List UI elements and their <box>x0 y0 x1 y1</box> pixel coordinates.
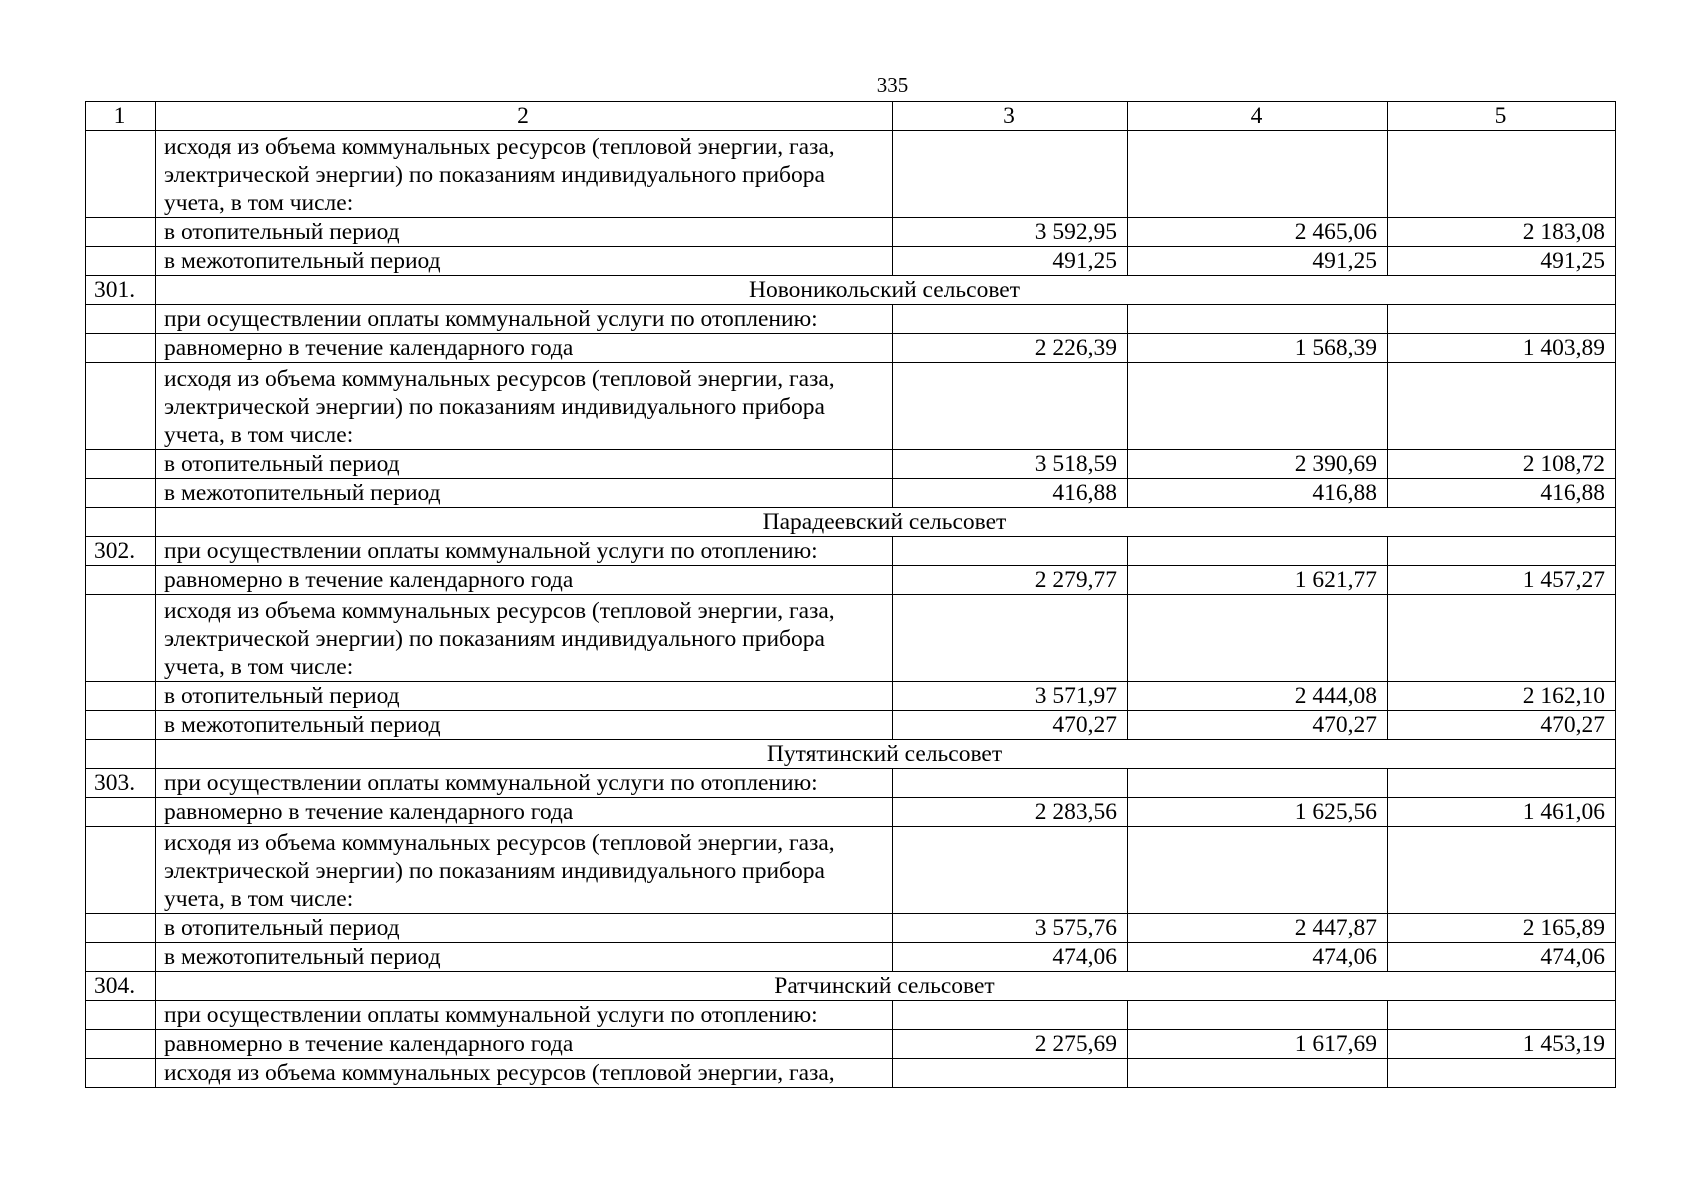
value-col-4: 2 444,08 <box>1128 682 1388 711</box>
value-col-4: 1 621,77 <box>1128 566 1388 595</box>
row-description: исходя из объема коммунальных ресурсов (тепловой энергии, газа, электрической энергии) по показаниям индивидуального прибора учета, в том числе: <box>156 131 893 218</box>
section-title: Путятинский сельсовет <box>156 740 1616 769</box>
value-col-5: 1 403,89 <box>1388 334 1616 363</box>
value-col-3: 2 283,56 <box>893 798 1128 827</box>
row-description: при осуществлении оплаты коммунальной услуги по отоплению: <box>156 305 893 334</box>
table-row <box>86 218 1616 247</box>
row-description: при осуществлении оплаты коммунальной услуги по отоплению: <box>156 769 893 798</box>
row-number <box>86 305 156 334</box>
row-number <box>86 740 156 769</box>
value-col-4: 416,88 <box>1128 479 1388 508</box>
value-col-4: 2 390,69 <box>1128 450 1388 479</box>
row-description: исходя из объема коммунальных ресурсов (тепловой энергии, газа, электрической энергии) по показаниям индивидуального прибора учета, в том числе: <box>156 827 893 914</box>
table-body <box>86 102 1616 1088</box>
section-row <box>86 972 1616 1001</box>
value-col-3 <box>893 1001 1128 1030</box>
table-row <box>86 537 1616 566</box>
row-number <box>86 827 156 914</box>
value-col-3: 416,88 <box>893 479 1128 508</box>
table-row <box>86 1001 1616 1030</box>
row-description: при осуществлении оплаты коммунальной услуги по отоплению: <box>156 537 893 566</box>
header-col-4: 4 <box>1128 102 1388 131</box>
header-col-5: 5 <box>1388 102 1616 131</box>
value-col-4 <box>1128 595 1388 682</box>
value-col-4 <box>1128 305 1388 334</box>
row-number <box>86 508 156 537</box>
row-number <box>86 595 156 682</box>
value-col-5: 2 183,08 <box>1388 218 1616 247</box>
value-col-3: 2 226,39 <box>893 334 1128 363</box>
row-number <box>86 711 156 740</box>
section-row <box>86 508 1616 537</box>
page-number: 335 <box>876 73 909 97</box>
value-col-3 <box>893 595 1128 682</box>
row-number <box>86 218 156 247</box>
value-col-3: 470,27 <box>893 711 1128 740</box>
row-number <box>86 1030 156 1059</box>
row-number <box>86 566 156 595</box>
section-row <box>86 276 1616 305</box>
row-description: равномерно в течение календарного года <box>156 566 893 595</box>
value-col-5: 2 108,72 <box>1388 450 1616 479</box>
section-title: Новоникольский сельсовет <box>156 276 1616 305</box>
table-row <box>86 334 1616 363</box>
row-number <box>86 798 156 827</box>
value-col-5 <box>1388 769 1616 798</box>
value-col-4 <box>1128 1001 1388 1030</box>
row-number: 302. <box>86 537 156 566</box>
row-number <box>86 1059 156 1088</box>
table-row <box>86 247 1616 276</box>
value-col-3: 491,25 <box>893 247 1128 276</box>
row-description: в отопительный период <box>156 450 893 479</box>
row-number: 304. <box>86 972 156 1001</box>
row-description: в межотопительный период <box>156 479 893 508</box>
value-col-3: 2 279,77 <box>893 566 1128 595</box>
tariff-table <box>85 101 1616 1088</box>
table-row <box>86 914 1616 943</box>
value-col-5 <box>1388 1059 1616 1088</box>
value-col-3 <box>893 537 1128 566</box>
row-number <box>86 450 156 479</box>
value-col-5 <box>1388 305 1616 334</box>
value-col-5: 1 457,27 <box>1388 566 1616 595</box>
table-row <box>86 305 1616 334</box>
row-description: в межотопительный период <box>156 711 893 740</box>
table-row <box>86 682 1616 711</box>
value-col-3 <box>893 305 1128 334</box>
table-row <box>86 566 1616 595</box>
value-col-4: 1 617,69 <box>1128 1030 1388 1059</box>
row-number <box>86 682 156 711</box>
row-number <box>86 1001 156 1030</box>
value-col-4: 470,27 <box>1128 711 1388 740</box>
table-row <box>86 479 1616 508</box>
value-col-4 <box>1128 537 1388 566</box>
row-description: равномерно в течение календарного года <box>156 798 893 827</box>
row-number <box>86 914 156 943</box>
value-col-4: 1 625,56 <box>1128 798 1388 827</box>
value-col-5: 2 165,89 <box>1388 914 1616 943</box>
value-col-5 <box>1388 595 1616 682</box>
value-col-5 <box>1388 131 1616 218</box>
value-col-5: 474,06 <box>1388 943 1616 972</box>
row-description: в отопительный период <box>156 682 893 711</box>
value-col-5 <box>1388 1001 1616 1030</box>
row-description: в отопительный период <box>156 914 893 943</box>
value-col-5: 2 162,10 <box>1388 682 1616 711</box>
value-col-4: 491,25 <box>1128 247 1388 276</box>
row-number <box>86 131 156 218</box>
table-row <box>86 1059 1616 1088</box>
value-col-3: 3 592,95 <box>893 218 1128 247</box>
table-row <box>86 1030 1616 1059</box>
value-col-4: 2 447,87 <box>1128 914 1388 943</box>
value-col-3 <box>893 363 1128 450</box>
value-col-5: 1 461,06 <box>1388 798 1616 827</box>
header-col-1: 1 <box>86 102 156 131</box>
value-col-3: 474,06 <box>893 943 1128 972</box>
row-description: при осуществлении оплаты коммунальной услуги по отоплению: <box>156 1001 893 1030</box>
section-title: Парадеевский сельсовет <box>156 508 1616 537</box>
value-col-5 <box>1388 827 1616 914</box>
value-col-3 <box>893 131 1128 218</box>
row-description: в межотопительный период <box>156 943 893 972</box>
table-header-row <box>86 102 1616 131</box>
value-col-4: 474,06 <box>1128 943 1388 972</box>
table-row <box>86 827 1616 914</box>
table-row <box>86 131 1616 218</box>
value-col-4 <box>1128 363 1388 450</box>
row-description: равномерно в течение календарного года <box>156 1030 893 1059</box>
table-row <box>86 711 1616 740</box>
value-col-5 <box>1388 537 1616 566</box>
value-col-4 <box>1128 769 1388 798</box>
value-col-3: 3 571,97 <box>893 682 1128 711</box>
value-col-4 <box>1128 1059 1388 1088</box>
table-row <box>86 769 1616 798</box>
value-col-3: 2 275,69 <box>893 1030 1128 1059</box>
value-col-5: 491,25 <box>1388 247 1616 276</box>
header-col-3: 3 <box>893 102 1128 131</box>
row-number <box>86 943 156 972</box>
table-row <box>86 450 1616 479</box>
row-description: в отопительный период <box>156 218 893 247</box>
table-row <box>86 798 1616 827</box>
value-col-3 <box>893 1059 1128 1088</box>
value-col-4: 1 568,39 <box>1128 334 1388 363</box>
table-row <box>86 943 1616 972</box>
row-description: исходя из объема коммунальных ресурсов (тепловой энергии, газа, электрической энергии) по показаниям индивидуального прибора учета, в том числе: <box>156 363 893 450</box>
row-number <box>86 479 156 508</box>
row-number <box>86 363 156 450</box>
value-col-5: 1 453,19 <box>1388 1030 1616 1059</box>
value-col-5 <box>1388 363 1616 450</box>
row-description: в межотопительный период <box>156 247 893 276</box>
table-row <box>86 363 1616 450</box>
value-col-4: 2 465,06 <box>1128 218 1388 247</box>
row-description: равномерно в течение календарного года <box>156 334 893 363</box>
value-col-3 <box>893 827 1128 914</box>
value-col-4 <box>1128 131 1388 218</box>
row-number: 303. <box>86 769 156 798</box>
section-row <box>86 740 1616 769</box>
value-col-5: 416,88 <box>1388 479 1616 508</box>
value-col-3: 3 575,76 <box>893 914 1128 943</box>
value-col-3 <box>893 769 1128 798</box>
header-col-2: 2 <box>156 102 893 131</box>
row-description: исходя из объема коммунальных ресурсов (тепловой энергии, газа, электрической энергии) по показаниям индивидуального прибора учета, в том числе: <box>156 595 893 682</box>
row-number <box>86 247 156 276</box>
row-number <box>86 334 156 363</box>
value-col-5: 470,27 <box>1388 711 1616 740</box>
section-title: Ратчинский сельсовет <box>156 972 1616 1001</box>
table-row <box>86 595 1616 682</box>
value-col-3: 3 518,59 <box>893 450 1128 479</box>
row-number: 301. <box>86 276 156 305</box>
row-description: исходя из объема коммунальных ресурсов (тепловой энергии, газа, <box>156 1059 893 1088</box>
value-col-4 <box>1128 827 1388 914</box>
